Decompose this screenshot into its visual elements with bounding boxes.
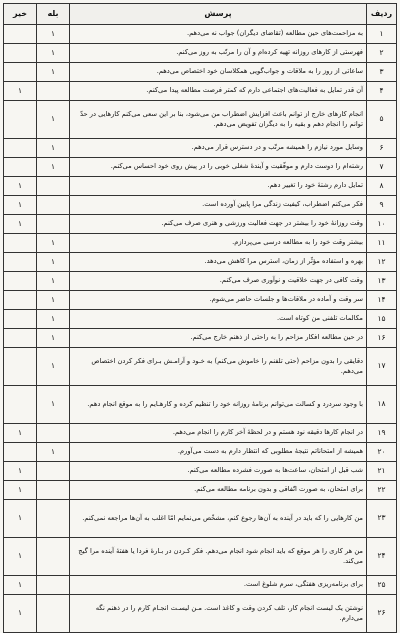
yes-mark: ۱ bbox=[37, 272, 70, 291]
row-number: ۱۰ bbox=[367, 215, 397, 234]
table-row bbox=[4, 101, 397, 139]
question-text: وقت کافی در جهت خلاقیت و نوآوری صرف می‌کنم. bbox=[70, 272, 367, 291]
table-row bbox=[4, 329, 397, 348]
question-text: فکر می‌کنم اضطراب، کیفیت زندگی مرا پایین آورده است. bbox=[70, 196, 367, 215]
table-row bbox=[4, 348, 397, 386]
table-row bbox=[4, 139, 397, 158]
no-mark: ۱ bbox=[4, 177, 37, 196]
table-row bbox=[4, 234, 397, 253]
table-row bbox=[4, 177, 397, 196]
yes-mark bbox=[37, 595, 70, 633]
no-mark bbox=[4, 139, 37, 158]
no-mark: ۱ bbox=[4, 215, 37, 234]
no-mark bbox=[4, 44, 37, 63]
questionnaire-sheet bbox=[3, 3, 397, 622]
header-question: پرسش bbox=[70, 4, 367, 25]
row-number: ۴ bbox=[367, 82, 397, 101]
no-mark: ۱ bbox=[4, 462, 37, 481]
yes-mark bbox=[37, 196, 70, 215]
row-number: ۱ bbox=[367, 25, 397, 44]
row-number: ۸ bbox=[367, 177, 397, 196]
table-row bbox=[4, 291, 397, 310]
row-number: ۲۳ bbox=[367, 500, 397, 538]
table-row bbox=[4, 272, 397, 291]
table-row bbox=[4, 462, 397, 481]
question-text: برای امتحان، به صورت اتّفاقی و بدون برنامه مطالعه می‌کنم. bbox=[70, 481, 367, 500]
row-number: ۱۶ bbox=[367, 329, 397, 348]
question-text: به مزاحمت‌های حین مطالعه (تقاضای دیگران) جواب نه می‌دهم. bbox=[70, 25, 367, 44]
question-text: ساعاتی از روز را به ملاقات و جواب‌گویی همکلاسان خود اختصاص می‌دهم. bbox=[70, 63, 367, 82]
row-number: ۱۵ bbox=[367, 310, 397, 329]
table-row bbox=[4, 310, 397, 329]
no-mark bbox=[4, 348, 37, 386]
table-row bbox=[4, 82, 397, 101]
no-mark: ۱ bbox=[4, 538, 37, 576]
question-text: شب قبل از امتحان، ساعت‌ها به صورت فشرده مطالعه می‌کنم. bbox=[70, 462, 367, 481]
yes-mark bbox=[37, 462, 70, 481]
table-row bbox=[4, 595, 397, 633]
question-text: وسایل مورد نیازم را همیشه مرتّب و در دسترس قرار می‌دهم. bbox=[70, 139, 367, 158]
no-mark: ۱ bbox=[4, 481, 37, 500]
yes-mark: ۱ bbox=[37, 44, 70, 63]
question-text: مکالمات تلفنی من کوتاه است. bbox=[70, 310, 367, 329]
yes-mark: ۱ bbox=[37, 291, 70, 310]
row-number: ۱۸ bbox=[367, 386, 397, 424]
no-mark: ۱ bbox=[4, 595, 37, 633]
yes-mark bbox=[37, 481, 70, 500]
question-text: همیشه از امتحاناتم نتیجهٔ مطلوبی که انتظار دارم به دست می‌آورم. bbox=[70, 443, 367, 462]
question-text: فهرستی از کارهای روزانه تهیه کرده‌ام و آن را مرتّب به روز می‌کنم. bbox=[70, 44, 367, 63]
question-text: در حین مطالعه افکار مزاحم را به راحتی از ذهنم خارج می‌کنم. bbox=[70, 329, 367, 348]
table-row bbox=[4, 63, 397, 82]
header-no: خیر bbox=[4, 4, 37, 25]
yes-mark: ۱ bbox=[37, 101, 70, 139]
table-row bbox=[4, 44, 397, 63]
question-text: من هر کاری را هر موقع که باید انجام شود انجام می‌دهم. فکر کـردن در بـارهٔ فردا یا هفتهٔ آینده مرا گیج می‌کند. bbox=[70, 538, 367, 576]
no-mark bbox=[4, 63, 37, 82]
question-text: بیشتر وقت خود را به مطالعه درسی می‌پردازم. bbox=[70, 234, 367, 253]
question-text: تمایل دارم رشتهٔ خود را تغییر دهم. bbox=[70, 177, 367, 196]
table-row bbox=[4, 481, 397, 500]
no-mark bbox=[4, 253, 37, 272]
row-number: ۱۷ bbox=[367, 348, 397, 386]
no-mark bbox=[4, 329, 37, 348]
yes-mark: ۱ bbox=[37, 386, 70, 424]
yes-mark bbox=[37, 177, 70, 196]
table-row bbox=[4, 215, 397, 234]
row-number: ۱۴ bbox=[367, 291, 397, 310]
no-mark bbox=[4, 443, 37, 462]
row-number: ۹ bbox=[367, 196, 397, 215]
row-number: ۲۵ bbox=[367, 576, 397, 595]
question-text: در انجام کارها دقیقه نود هستم و در لحظهٔ آخر کارم را انجام می‌دهم. bbox=[70, 424, 367, 443]
no-mark: ۱ bbox=[4, 500, 37, 538]
table-row bbox=[4, 443, 397, 462]
no-mark bbox=[4, 25, 37, 44]
table-row bbox=[4, 576, 397, 595]
question-text: من کارهایی را که باید در آینده به آن‌ها رجوع کنم، مشخّص می‌نمایم امّا اغلب به آن‌ها مراجعه نمی‌کنم. bbox=[70, 500, 367, 538]
yes-mark: ۱ bbox=[37, 443, 70, 462]
yes-mark bbox=[37, 215, 70, 234]
row-number: ۱۱ bbox=[367, 234, 397, 253]
table-row bbox=[4, 386, 397, 424]
table-row bbox=[4, 500, 397, 538]
question-text: سر وقت و آماده در ملاقات‌ها و جلسات حاضر می‌شوم. bbox=[70, 291, 367, 310]
row-number: ۷ bbox=[367, 158, 397, 177]
yes-mark: ۱ bbox=[37, 310, 70, 329]
question-text: آن قدر تمایل به فعالیت‌های اجتماعی دارم که کمتر فرصت مطالعه پیدا می‌کنم. bbox=[70, 82, 367, 101]
question-text: بهره و استفاده مؤثّر از زمان، استرس مرا کاهش می‌دهد. bbox=[70, 253, 367, 272]
no-mark: ۱ bbox=[4, 424, 37, 443]
no-mark bbox=[4, 158, 37, 177]
no-mark bbox=[4, 272, 37, 291]
question-text: وقت روزانهٔ خود را بیشتر در جهت فعالیت ورزشی و هنری صرف می‌کنم. bbox=[70, 215, 367, 234]
no-mark: ۱ bbox=[4, 576, 37, 595]
row-number: ۲۶ bbox=[367, 595, 397, 633]
yes-mark: ۱ bbox=[37, 139, 70, 158]
no-mark bbox=[4, 386, 37, 424]
row-number: ۲۰ bbox=[367, 443, 397, 462]
table-row bbox=[4, 25, 397, 44]
yes-mark: ۱ bbox=[37, 348, 70, 386]
no-mark bbox=[4, 310, 37, 329]
yes-mark: ۱ bbox=[37, 158, 70, 177]
yes-mark bbox=[37, 82, 70, 101]
question-text: رشته‌ام را دوست دارم و موفّقیت و آیندهٔ شغلی خوبی را در پیش روی خود احساس می‌کنم. bbox=[70, 158, 367, 177]
questionnaire-table bbox=[3, 3, 397, 633]
yes-mark: ۱ bbox=[37, 329, 70, 348]
question-text: با وجود سردرد و کسالت می‌توانم برنامهٔ روزانه خود را تنظیم کرده و کارهـایم را به موقع انجام دهم. bbox=[70, 386, 367, 424]
questions-body bbox=[4, 25, 397, 633]
table-row bbox=[4, 196, 397, 215]
yes-mark: ۱ bbox=[37, 253, 70, 272]
row-number: ۲۱ bbox=[367, 462, 397, 481]
row-number: ۲۴ bbox=[367, 538, 397, 576]
yes-mark: ۱ bbox=[37, 63, 70, 82]
row-number: ۳ bbox=[367, 63, 397, 82]
yes-mark: ۱ bbox=[37, 234, 70, 253]
question-text: نوشتن یک لیست انجام کار، تلف کردن وقت و کاغذ است. مـن لیسـت انجـام کارم را در ذهنم نگه می‌دارم. bbox=[70, 595, 367, 633]
question-text: انجام کارهای خارج از توانم باعث افزایش اضطراب من می‌شود، بنا بر این سعی می‌کنم کارهایی در حدّ توانم را انجام دهم و بقیه را به دیگران تفویض می‌دهم. bbox=[70, 101, 367, 139]
question-text: دقایقی را بدون مزاحم (حتی تلفنم را خاموش می‌کنم) به خـود و آرامـش بـرای فکر کردن اختصاص می‌دهم. bbox=[70, 348, 367, 386]
yes-mark bbox=[37, 538, 70, 576]
row-number: ۱۳ bbox=[367, 272, 397, 291]
header-yes: بله bbox=[37, 4, 70, 25]
row-number: ۲ bbox=[367, 44, 397, 63]
no-mark bbox=[4, 291, 37, 310]
no-mark bbox=[4, 234, 37, 253]
yes-mark: ۱ bbox=[37, 25, 70, 44]
row-number: ۲۲ bbox=[367, 481, 397, 500]
row-number: ۵ bbox=[367, 101, 397, 139]
row-number: ۱۲ bbox=[367, 253, 397, 272]
header-number: ردیف bbox=[367, 4, 397, 25]
row-number: ۶ bbox=[367, 139, 397, 158]
yes-mark bbox=[37, 576, 70, 595]
table-row bbox=[4, 158, 397, 177]
table-row bbox=[4, 538, 397, 576]
row-number: ۱۹ bbox=[367, 424, 397, 443]
table-row bbox=[4, 253, 397, 272]
yes-mark bbox=[37, 500, 70, 538]
no-mark: ۱ bbox=[4, 196, 37, 215]
no-mark: ۱ bbox=[4, 82, 37, 101]
question-text: برای برنامه‌ریزی هفتگی، سرم شلوغ است. bbox=[70, 576, 367, 595]
header-row bbox=[4, 4, 397, 25]
yes-mark bbox=[37, 424, 70, 443]
no-mark bbox=[4, 101, 37, 139]
table-row bbox=[4, 424, 397, 443]
